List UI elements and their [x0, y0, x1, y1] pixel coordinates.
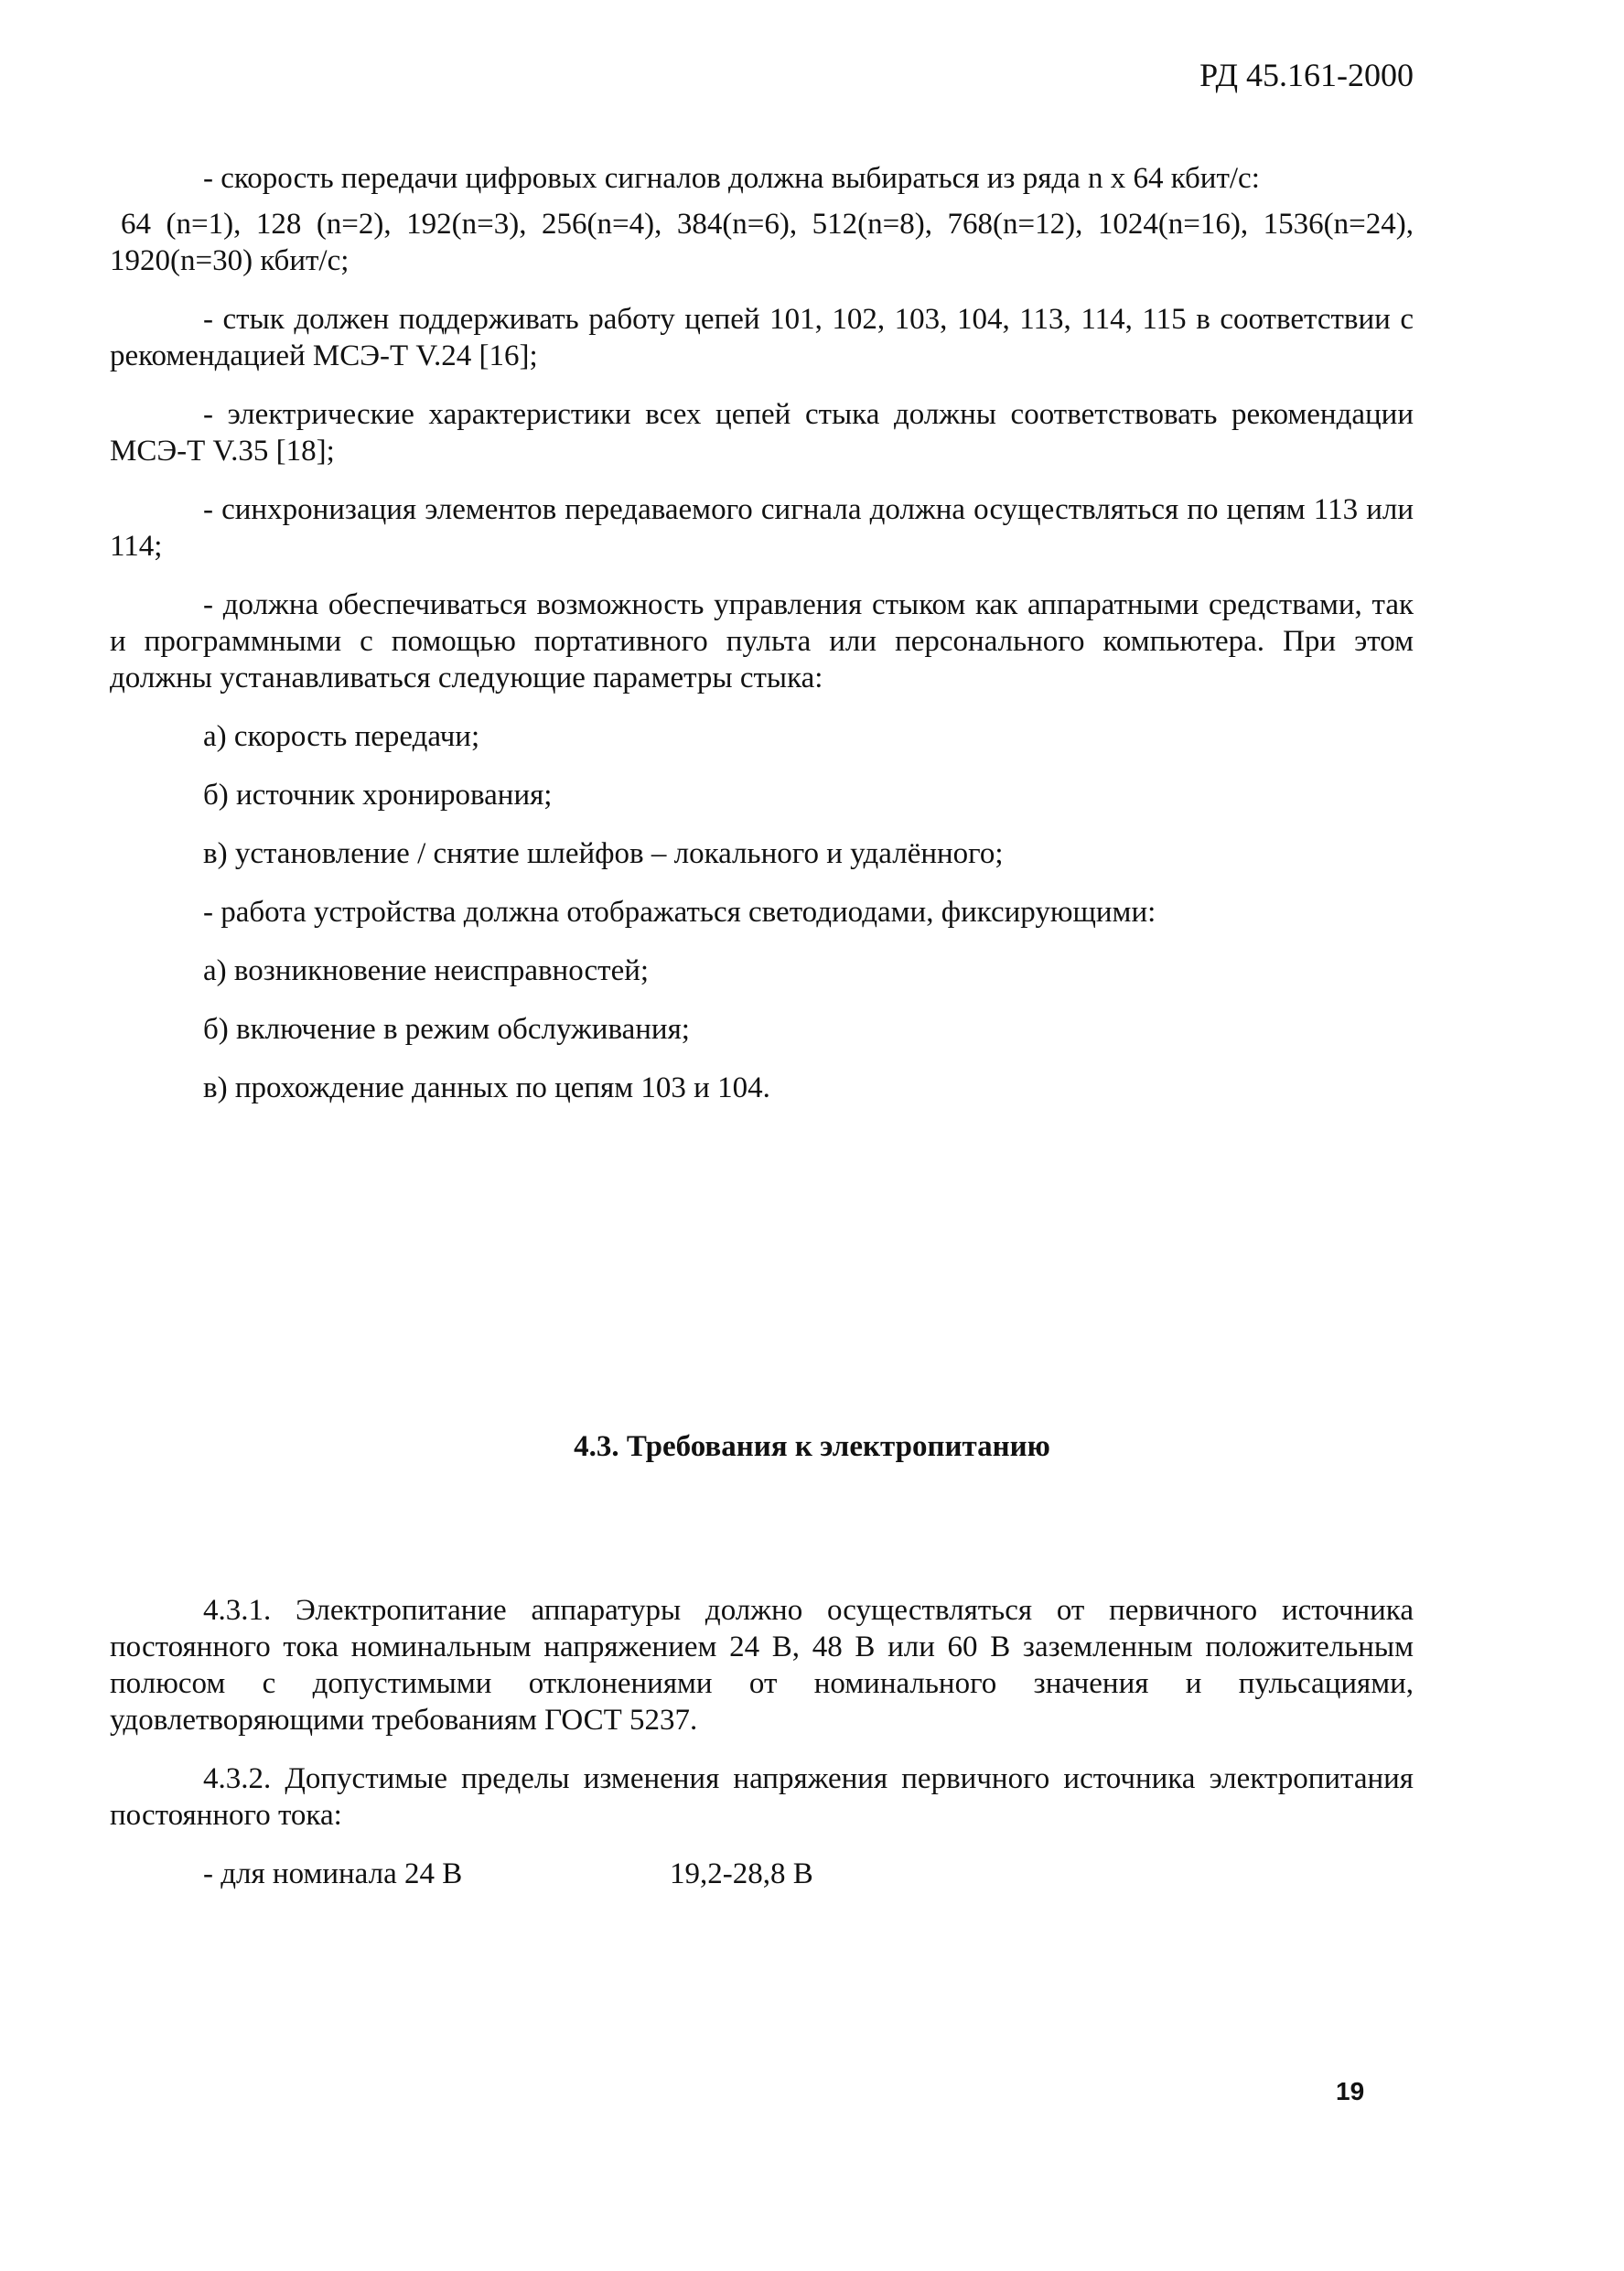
section-body	[110, 1592, 1414, 1892]
section-title: 4.3. Требования к электропитанию	[574, 1430, 1050, 1463]
led-item: а) возникновение неисправностей;	[203, 954, 650, 987]
sync-requirement: - синхронизация элементов передаваемого сигнала должна осуществляться по цепям 113 или 114;	[110, 493, 1414, 563]
control-item: б) источник хронирования;	[203, 779, 553, 812]
section-paragraph-4-3-1: 4.3.1. Электропитание аппаратуры должно осуществляться от первичного источника постоянного тока номинальным напряжением 24 В, 48 В или 60 В заземленным положительным полюсом с допустимыми отклонениями от номинального значения и пульсациями, удовлетворяющими требованиям ГОСТ 5237.	[110, 1594, 1414, 1737]
voltage-limits-row	[203, 1856, 1414, 1892]
page-number: 19	[1336, 2077, 1365, 2105]
requirements-list	[110, 160, 1414, 1128]
section-paragraph-4-3-2: 4.3.2. Допустимые пределы изменения напряжения первичного источника электропитания постоянного тока:	[110, 1762, 1414, 1832]
leds-requirement: - работа устройства должна отображаться светодиодами, фиксирующими:	[203, 896, 1156, 929]
control-requirement: - должна обеспечиваться возможность управления стыком как аппаратными средствами, так и программными с помощью портативного пульта или персонального компьютера. При этом должны устанавливаться следующие параметры стыка:	[110, 588, 1414, 694]
led-item: б) включение в режим обслуживания;	[203, 1013, 690, 1046]
electrical-requirement: - электрические характеристики всех цепей стыка должны соответствовать рекомендации МСЭ-Т V.35 [18];	[110, 398, 1414, 468]
rate-values: 64 (n=1), 128 (n=2), 192(n=3), 256(n=4), 384(n=6), 512(n=8), 768(n=12), 1024(n=16), 1536(n=24), 1920(n=30) кбит/с;	[110, 208, 1414, 277]
rate-intro: - скорость передачи цифровых сигналов должна выбираться из ряда n x 64 кбит/с:	[203, 162, 1260, 195]
document-code: РД 45.161-2000	[1199, 57, 1414, 93]
voltage-range-value: 19,2-28,8 В	[670, 1857, 813, 1890]
control-item: а) скорость передачи;	[203, 720, 480, 753]
circuits-requirement: - стык должен поддерживать работу цепей 101, 102, 103, 104, 113, 114, 115 в соответствии с рекомендацией МСЭ-Т V.24 [16];	[110, 303, 1414, 372]
voltage-nominal-label: - для номинала 24 В	[203, 1857, 463, 1890]
control-item: в) установление / снятие шлейфов – локального и удалённого;	[203, 837, 1004, 870]
led-item: в) прохождение данных по цепям 103 и 104.	[203, 1071, 770, 1104]
